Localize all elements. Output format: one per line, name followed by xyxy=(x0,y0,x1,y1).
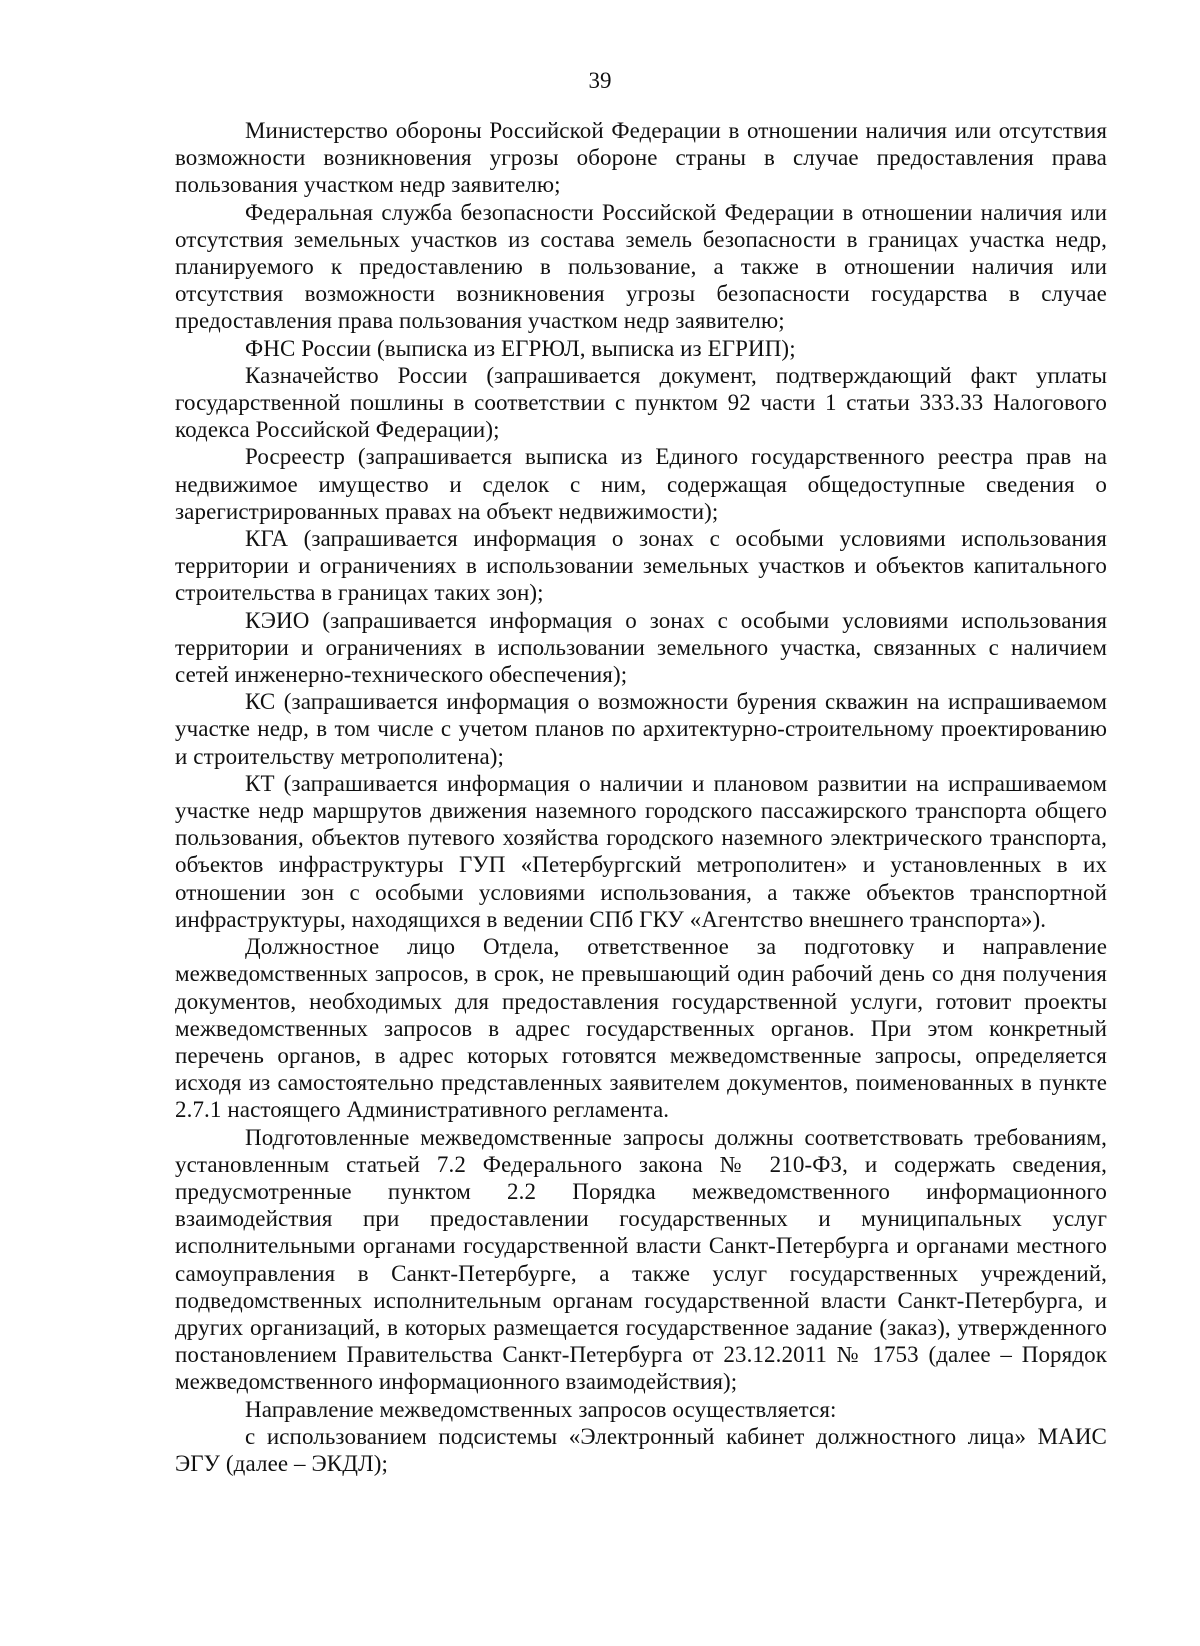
document-body xyxy=(175,117,1107,1477)
paragraph-ministry-of-defense: Министерство обороны Российской Федерации в отношении наличия или отсутствия возможности возникновения угрозы обороне страны в случае предоставления права пользования участком недр заявителю; xyxy=(175,118,1107,198)
paragraph-keio: КЭИО (запрашивается информация о зонах с особыми условиями использования территории и ограничениях в использовании земельного участка, связанных с наличием сетей инженерно-технического обеспечения); xyxy=(175,607,1107,688)
paragraph-ekdl: с использованием подсистемы «Электронный кабинет должностного лица» МАИС ЭГУ (далее – ЭКДЛ); xyxy=(175,1423,1107,1476)
paragraph-request-requirements: Подготовленные межведомственные запросы должны соответствовать требованиям, установленным статьей 7.2 Федерального закона № 210-ФЗ, и содержать сведения, предусмотренные пунктом 2.2 Порядка межведомственного информационного взаимодействия при предоставлении государственных и муниципальных услуг исполнительными органами государственной власти Санкт-Петербурга и органами местного самоуправления в Санкт-Петербурге, а также услуг государственных учреждений, подведомственных исполнительным органам государственной власти Санкт-Петербурга, и других организаций, в которых размещается государственное задание (заказ), утвержденного постановлением Правительства Санкт-Петербурга от 23.12.2011 № 1753 (далее – Порядок межведомственного информационного взаимодействия); xyxy=(175,1124,1107,1395)
paragraph-kt: КТ (запрашивается информация о наличии и плановом развитии на испрашиваемом участке недр маршрутов движения наземного городского пассажирского транспорта общего пользования, объектов путевого хозяйства городского наземного электрического транспорта, объектов инфраструктуры ГУП «Петербургский метрополитен» и установленных в их отношении зон с особыми условиями использования, а также объектов транспортной инфраструктуры, находящихся в ведении СПб ГКУ «Агентство внешнего транспорта»). xyxy=(175,770,1107,932)
paragraph-treasury: Казначейство России (запрашивается документ, подтверждающий факт уплаты государственной пошлины в соответствии с пунктом 92 части 1 статьи 333.33 Налогового кодекса Российской Федерации); xyxy=(175,362,1107,443)
page-number: 39 xyxy=(588,68,612,93)
paragraph-official-duties: Должностное лицо Отдела, ответственное за подготовку и направление межведомственных запросов, в срок, не превышающий один рабочий день со дня получения документов, необходимых для предоставления государственной услуги, готовит проекты межведомственных запросов в адрес государственных органов. При этом конкретный перечень органов, в адрес которых готовятся межведомственные запросы, определяется исходя из самостоятельно представленных заявителем документов, поименованных в пункте 2.7.1 настоящего Административного регламента. xyxy=(175,934,1107,1123)
paragraph-request-sending: Направление межведомственных запросов осуществляется: xyxy=(245,1396,837,1422)
paragraph-fsb: Федеральная служба безопасности Российской Федерации в отношении наличия или отсутствия земельных участков из состава земель безопасности в границах участка недр, планируемого к предоставлению в пользование, а также в отношении наличия или отсутствия возможности возникновения угрозы безопасности государства в случае предоставления права пользования участком недр заявителю; xyxy=(175,199,1107,334)
paragraph-fns: ФНС России (выписка из ЕГРЮЛ, выписка из ЕГРИП); xyxy=(245,335,796,361)
paragraph-kga: КГА (запрашивается информация о зонах с особыми условиями использования территории и ограничениях в использовании земельных участков и объектов капитального строительства в границах таких зон); xyxy=(175,526,1107,606)
paragraph-ks: КС (запрашивается информация о возможности бурения скважин на испрашиваемом участке недр, в том числе с учетом планов по архитектурно-строительному проектированию и строительству метрополитена); xyxy=(175,689,1107,769)
paragraph-rosreestr: Росреестр (запрашивается выписка из Единого государственного реестра прав на недвижимое имущество и сделок с ним, содержащая общедоступные сведения о зарегистрированных правах на объект недвижимости); xyxy=(175,444,1107,524)
